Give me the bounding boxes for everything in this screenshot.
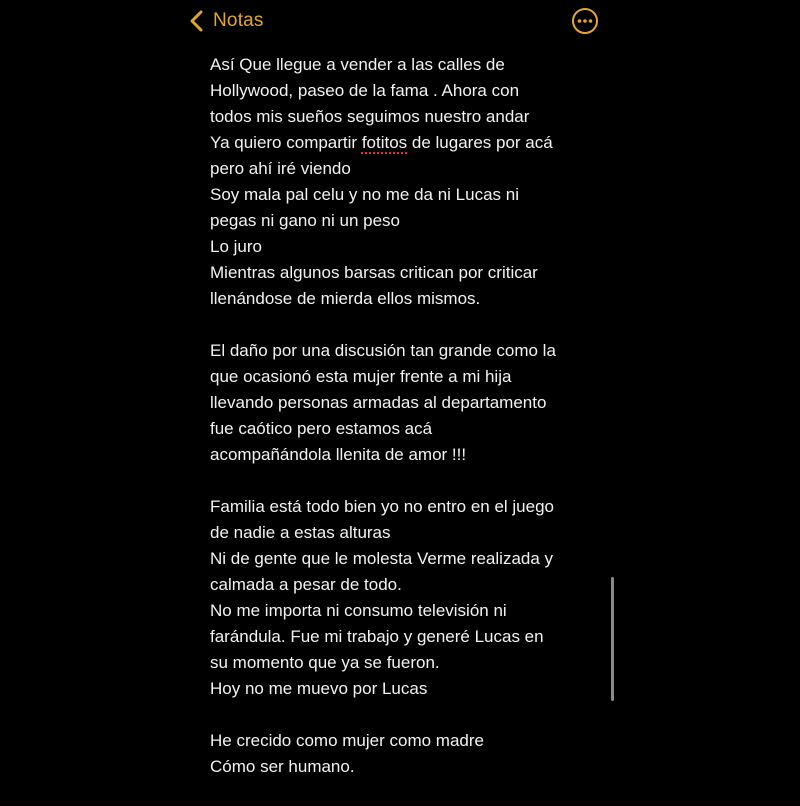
note-line (210, 442, 600, 468)
note-paragraph (210, 338, 600, 468)
note-text-area[interactable] (210, 52, 600, 806)
note-text-segment: pegas ni gano ni un peso (210, 211, 400, 230)
note-text-segment: Soy mala pal celu y no me da ni Lucas ni (210, 185, 520, 204)
note-paragraph (210, 52, 600, 312)
note-line (210, 390, 600, 416)
note-text-segment: fue caótico pero estamos acá (210, 419, 433, 438)
note-text-segment: Ni de gente que le molesta Verme realizada y (210, 549, 554, 568)
note-line (210, 676, 600, 702)
note-line (210, 494, 600, 520)
misspelled-word[interactable]: fotitos (361, 133, 408, 152)
note-line (210, 182, 600, 208)
note-line (210, 546, 600, 572)
note-line (210, 208, 600, 234)
navigation-bar (0, 0, 800, 44)
note-text-segment: Lo juro (210, 237, 262, 256)
note-line (210, 286, 600, 312)
scroll-indicator[interactable] (611, 577, 614, 701)
note-text-segment: llenándose de mierda ellos mismos. (210, 289, 481, 308)
note-text-segment: Mientras algunos barsas critican por criticar (210, 263, 538, 282)
note-text-segment: He crecido como mujer como madre (210, 731, 484, 750)
note-line (210, 624, 600, 650)
note-text-segment: pero ahí iré viendo (210, 159, 351, 178)
note-text-segment: su momento que ya se fueron. (210, 653, 440, 672)
note-text-segment: El daño por una discusión tan grande como la (210, 341, 556, 360)
note-text-segment: farándula. Fue mi trabajo y generé Lucas en (210, 627, 544, 646)
note-text-segment: No me importa ni consumo televisión ni (210, 601, 507, 620)
note-text-segment: Así Que llegue a vender a las calles de (210, 55, 505, 74)
note-text-segment: Hollywood, paseo de la fama . Ahora con (210, 81, 520, 100)
note-line (210, 234, 600, 260)
note-line (210, 728, 600, 754)
note-text-segment: de nadie a estas alturas (210, 523, 391, 542)
note-line (210, 338, 600, 364)
note-paragraph (210, 494, 600, 702)
note-line (210, 104, 600, 130)
note-line (210, 78, 600, 104)
note-line (210, 260, 600, 286)
note-line (210, 130, 600, 156)
note-line (210, 52, 600, 78)
note-line (210, 598, 600, 624)
back-button[interactable] (189, 6, 264, 36)
note-line (210, 156, 600, 182)
note-text-segment: que ocasionó esta mujer frente a mi hija (210, 367, 512, 386)
note-text-segment: de lugares por acá (407, 133, 553, 152)
note-line (210, 416, 600, 442)
note-line (210, 650, 600, 676)
note-text-segment: calmada a pesar de todo. (210, 575, 402, 594)
note-paragraph (210, 728, 600, 780)
note-text-segment: llevando personas armadas al departamento (210, 393, 547, 412)
note-text-segment: Familia está todo bien yo no entro en el juego (210, 497, 555, 516)
note-line (210, 572, 600, 598)
note-text-segment: todos mis sueños seguimos nuestro andar (210, 107, 530, 126)
note-text-segment: Cómo ser humano. (210, 757, 355, 776)
more-options-button[interactable] (571, 7, 599, 35)
chevron-left-icon (189, 10, 205, 32)
ellipsis-circle-icon (571, 7, 599, 35)
back-button-label: Notas (213, 10, 264, 31)
note-line (210, 754, 600, 780)
note-line (210, 520, 600, 546)
note-text-segment: acompañándola llenita de amor !!! (210, 445, 467, 464)
note-text-segment: Ya quiero compartir (210, 133, 362, 152)
note-line (210, 364, 600, 390)
note-text-segment: Hoy no me muevo por Lucas (210, 679, 428, 698)
